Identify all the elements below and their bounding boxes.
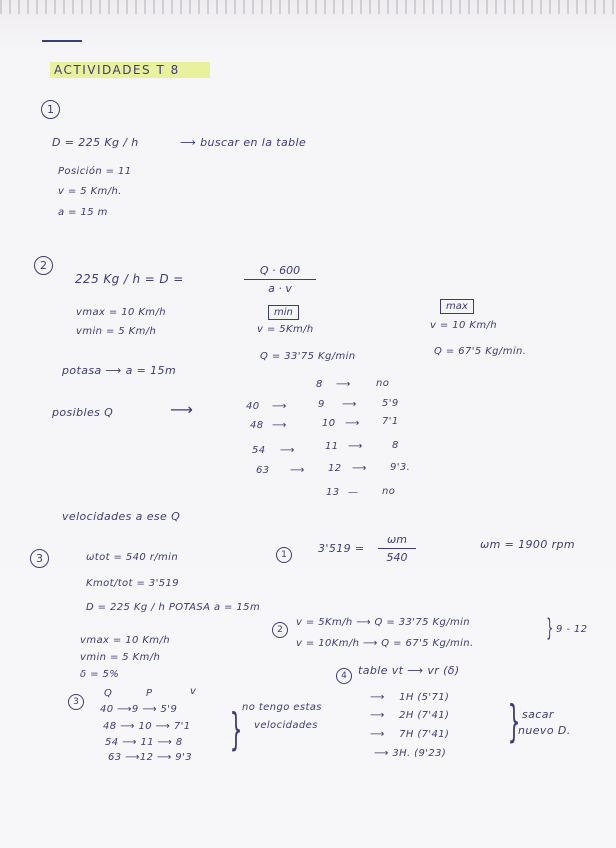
s2-r-no2: no bbox=[382, 486, 396, 497]
s3-fraction bbox=[378, 533, 416, 564]
s2-min-box: min bbox=[268, 305, 299, 320]
s3-sacar1: sacar bbox=[522, 708, 554, 721]
s3-right-2: ⟶ 7H (7'41) bbox=[370, 729, 450, 740]
s3-right-0: ⟶ 1H (5'71) bbox=[370, 692, 450, 703]
s3-vmin: vmin = 5 Km/h bbox=[80, 652, 161, 663]
s1-arrow: ⟶ buscar en la table bbox=[180, 136, 307, 149]
s2-vmax: vmax = 10 Km/h bbox=[76, 307, 166, 318]
s2-arr: ⟶ bbox=[348, 441, 363, 452]
s3-wtot: ωtot = 540 r/min bbox=[86, 552, 179, 563]
s3-hdr-v: v bbox=[190, 686, 197, 697]
s2-frac-den: a · v bbox=[268, 282, 292, 295]
s3-frac-num: ωm bbox=[387, 533, 407, 546]
s1-pos: Posición = 11 bbox=[58, 166, 132, 177]
s3-row-0: 40 ⟶9 ⟶ 5'9 bbox=[100, 704, 178, 715]
s3-range-brace: } bbox=[546, 614, 554, 642]
s2-velocidades: velocidades a ese Q bbox=[62, 510, 181, 523]
s1-v: v = 5 Km/h. bbox=[58, 186, 122, 197]
s3-hdr-p: P bbox=[146, 688, 153, 699]
s3-wm: ωm = 1900 rpm bbox=[480, 538, 576, 551]
s3-tabla: table vt ⟶ vr (δ) bbox=[358, 664, 460, 677]
s2-q-40: 40 bbox=[246, 401, 260, 412]
s2-arr: ⟶ bbox=[345, 418, 360, 429]
s2-r-93: 9'3. bbox=[390, 462, 411, 473]
s3-right-brace: } bbox=[507, 696, 521, 747]
s2-arr: ⟶ bbox=[352, 463, 367, 474]
s2-r-8: 8 bbox=[392, 440, 399, 451]
s3-delta: δ = 5% bbox=[80, 669, 120, 680]
s3-sacar2: nuevo D. bbox=[518, 724, 571, 737]
s3-note1: no tengo estas bbox=[242, 702, 322, 713]
s2-posibles: posibles Q bbox=[52, 406, 114, 419]
s1-d: D = 225 Kg / h bbox=[52, 136, 139, 149]
s3-hdr-q: Q bbox=[104, 688, 113, 699]
s3-l2: v = 10Km/h ⟶ Q = 67'5 Kg/min. bbox=[296, 638, 474, 649]
s3-row-2: 54 ⟶ 11 ⟶ 8 bbox=[105, 737, 183, 748]
s3-sub4: 4 bbox=[336, 668, 352, 684]
spiral-binding bbox=[0, 0, 616, 14]
section-1-number: 1 bbox=[41, 100, 60, 119]
s2-p-10: 10 bbox=[322, 418, 336, 429]
s3-sub1: 1 bbox=[276, 547, 292, 563]
s2-arr: ⟶ bbox=[336, 379, 351, 390]
s2-posibles-arrow: ⟶ bbox=[170, 400, 194, 419]
s3-kmot: Kmot/tot = 3'519 bbox=[86, 578, 180, 589]
s2-vmin: vmin = 5 Km/h bbox=[76, 326, 157, 337]
s2-arr: ⟶ bbox=[272, 401, 287, 412]
s2-arr: ⟶ bbox=[280, 445, 295, 456]
s2-arr: — bbox=[348, 487, 359, 498]
s2-p-12: 12 bbox=[328, 463, 342, 474]
s2-r-71: 7'1 bbox=[382, 416, 399, 427]
s3-eq3: 3'519 = bbox=[318, 542, 365, 555]
s2-fraction bbox=[244, 264, 316, 295]
s2-p-9: 9 bbox=[318, 399, 325, 410]
s3-l1: v = 5Km/h ⟶ Q = 33'75 Kg/min bbox=[296, 617, 471, 628]
s3-frac-den: 540 bbox=[386, 551, 408, 564]
s2-min-v: v = 5Km/h bbox=[257, 324, 314, 335]
s2-arr: ⟶ bbox=[272, 420, 287, 431]
s2-qmin: Q = 33'75 Kg/min bbox=[260, 351, 356, 362]
top-dash bbox=[42, 40, 82, 42]
s3-sub3: 3 bbox=[68, 694, 84, 710]
s2-max-v: v = 10 Km/h bbox=[430, 320, 497, 331]
s2-r-no: no bbox=[376, 378, 390, 389]
s2-p-13: 13 bbox=[326, 487, 340, 498]
s2-arr: ⟶ bbox=[290, 465, 305, 476]
s3-d: D = 225 Kg / h POTASA a = 15m bbox=[86, 602, 261, 613]
s3-left-brace: } bbox=[229, 704, 243, 755]
section-2-number: 2 bbox=[34, 256, 53, 275]
s3-range: 9 - 12 bbox=[556, 624, 588, 635]
s3-note2: velocidades bbox=[254, 720, 318, 731]
s2-frac-num: Q · 600 bbox=[259, 264, 301, 277]
s2-q-63: 63 bbox=[256, 465, 270, 476]
s2-qmax: Q = 67'5 Kg/min. bbox=[434, 346, 527, 357]
s3-right-1: ⟶ 2H (7'41) bbox=[370, 710, 450, 721]
s3-frac-bar bbox=[378, 548, 416, 549]
s2-potasa: potasa ⟶ a = 15m bbox=[62, 364, 177, 377]
s3-row-3: 63 ⟶12 ⟶ 9'3 bbox=[108, 752, 192, 763]
s2-p-11: 11 bbox=[325, 441, 339, 452]
s2-q-54: 54 bbox=[252, 445, 266, 456]
s2-p-8: 8 bbox=[316, 379, 323, 390]
s1-a: a = 15 m bbox=[58, 207, 108, 218]
section-3-number: 3 bbox=[30, 549, 49, 568]
s2-max-box: max bbox=[440, 299, 474, 314]
s3-sub2: 2 bbox=[272, 622, 288, 638]
s2-frac-bar bbox=[244, 279, 316, 280]
s3-vmax: vmax = 10 Km/h bbox=[80, 635, 170, 646]
s2-arr: ⟶ bbox=[342, 399, 357, 410]
s3-row-1: 48 ⟶ 10 ⟶ 7'1 bbox=[103, 721, 191, 732]
s2-eq-left: 225 Kg / h = D = bbox=[75, 272, 184, 286]
s3-right-3: ⟶ 3H. (9'23) bbox=[374, 748, 447, 759]
s2-r-59: 5'9 bbox=[382, 398, 399, 409]
page-title: ACTIVIDADES T 8 bbox=[54, 63, 180, 77]
s2-q-48: 48 bbox=[250, 420, 264, 431]
